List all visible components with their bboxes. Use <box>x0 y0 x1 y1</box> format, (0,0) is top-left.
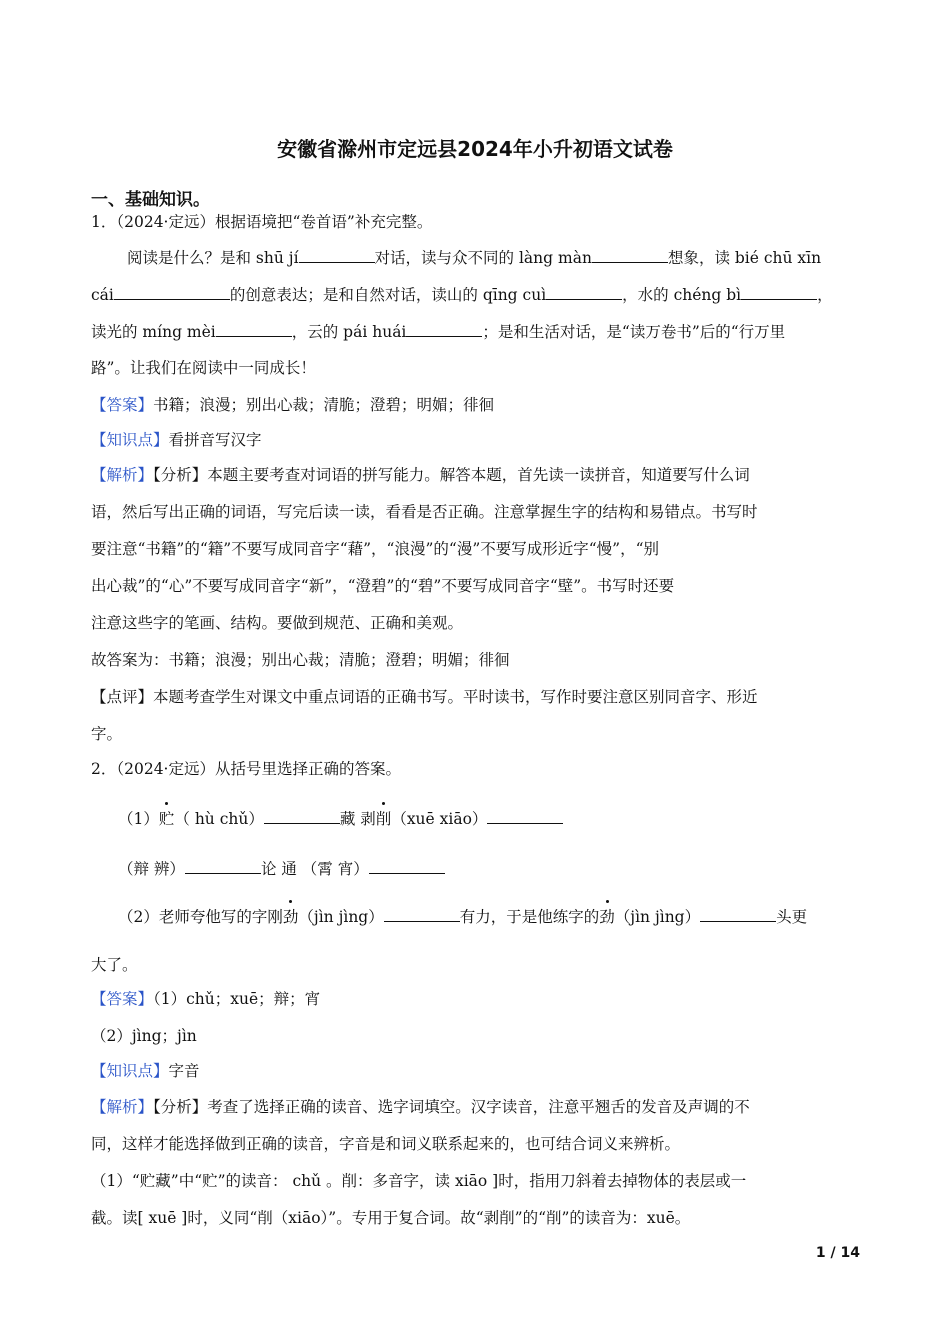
text-segment: （2）老师夸他写的字刚 <box>118 908 283 926</box>
q2-item-1-choices <box>118 857 445 880</box>
section-heading: 一、基础知识。 <box>91 190 210 210</box>
knowledge-text: 字音 <box>168 1062 200 1080</box>
knowledge-text: 看拼音写汉字 <box>168 431 262 449</box>
text-segment: 有力，于是他练字的 <box>459 908 600 926</box>
text-segment: ，水的 chéng bì <box>622 286 742 304</box>
text-segment: ， <box>817 286 833 304</box>
knowledge-tag: 【知识点】 <box>91 431 169 449</box>
q1-analysis-line-1 <box>91 464 750 486</box>
q1-analysis-line-4: 出心裁”的“心”不要写成同音字“新”，“澄碧”的“碧”不要写成同音字“壁”。书写时还要 <box>91 577 675 595</box>
q1-analysis-line-5: 注意这些字的笔画、结构。要做到规范、正确和美观。 <box>91 614 464 632</box>
dotted-character: 劲 <box>282 908 299 926</box>
text-segment: （xuē xiāo） <box>391 810 488 828</box>
answer-blank[interactable] <box>384 905 460 922</box>
text-segment: ；是和生活对话，是“读万卷书”后的“行万里 <box>482 323 786 341</box>
text-segment: 头更 <box>776 908 808 926</box>
analysis-tag: 【解析】 <box>91 466 154 484</box>
q1-comment-line-2: 字。 <box>91 725 123 743</box>
q2-analysis-line-1 <box>91 1096 750 1118</box>
analysis-text: 【分析】考查了选择正确的读音、选字词填空。汉字读音，注意平翘舌的发音及声调的不 <box>153 1098 750 1116</box>
text-segment: 论 通 （霄 宵） <box>260 860 369 878</box>
q1-passage-line-3 <box>91 320 785 343</box>
dotted-character: 劲 <box>599 908 615 926</box>
q1-passage-line-1 <box>127 246 821 269</box>
text-segment: 阅读是什么？是和 shū jí <box>127 249 299 267</box>
q1-comment-line-1: 【点评】本题考查学生对课文中重点词语的正确书写。平时读书，写作时要注意区别同音字、形近 <box>91 688 758 706</box>
q1-answer <box>91 394 494 416</box>
answer-blank[interactable] <box>114 283 230 300</box>
q2-analysis-line-2: 同，这样才能选择做到正确的读音，字音是和词义联系起来的，也可结合词义来辨析。 <box>91 1135 681 1153</box>
q2-item-2 <box>118 905 807 928</box>
answer-text: 书籍；浪漫；别出心裁；清脆；澄碧；明媚；徘徊 <box>153 396 495 414</box>
text-segment: cái <box>91 286 114 304</box>
answer-tag: 【答案】 <box>91 990 154 1008</box>
q1-passage-line-4: 路”。让我们在阅读中一同成长！ <box>91 359 316 377</box>
q2-item-1 <box>118 807 563 830</box>
q2-answer-2: （2）jìng；jìn <box>91 1027 197 1045</box>
answer-blank[interactable] <box>487 807 563 824</box>
text-segment: （辩 辨） <box>118 860 185 878</box>
text-segment: 的创意表达；是和自然对话，读山的 qīng cuì <box>229 286 547 304</box>
q1-analysis-line-3: 要注意“书籍”的“籍”不要写成同音字“藉”，“浪漫”的“漫”不要写成形近字“慢”，“别 <box>91 540 660 558</box>
text-segment: （1） <box>118 810 159 828</box>
answer-blank[interactable] <box>406 320 482 337</box>
q2-header: 2．（2024·定远）从括号里选择正确的答案。 <box>91 760 401 778</box>
dotted-character: 贮 <box>158 810 175 828</box>
answer-text: （1）chǔ；xuē；辩；宵 <box>153 990 321 1008</box>
answer-tag: 【答案】 <box>91 396 154 414</box>
q1-analysis-line-2: 语，然后写出正确的词语，写完后读一读，看看是否正确。注意掌握生字的结构和易错点。书写时 <box>91 503 758 521</box>
answer-blank[interactable] <box>592 246 668 263</box>
text-segment: （jìn jìng） <box>298 908 384 926</box>
q1-header: 1．（2024·定远）根据语境把“卷首语”补充完整。 <box>91 213 433 231</box>
q2-item-2-cont: 大了。 <box>91 956 138 974</box>
answer-blank[interactable] <box>700 905 776 922</box>
text-segment: 藏 剥 <box>339 810 376 828</box>
answer-blank[interactable] <box>369 857 445 874</box>
text-segment: （jìn jìng） <box>614 908 701 926</box>
dotted-character: 削 <box>375 810 392 828</box>
answer-blank[interactable] <box>264 807 340 824</box>
q2-analysis-line-4: 截。读[ xuē ]时，义同“削（xiāo）”。专用于复合词。故“剥削”的“削”的读音为：xuē。 <box>91 1209 691 1227</box>
q1-final-answer: 故答案为：书籍；浪漫；别出心裁；清脆；澄碧；明媚；徘徊 <box>91 651 510 669</box>
text-segment: 对话，读与众不同的 làng màn <box>374 249 592 267</box>
text-segment: 读光的 míng mèi <box>91 323 216 341</box>
knowledge-tag: 【知识点】 <box>91 1062 169 1080</box>
answer-blank[interactable] <box>741 283 817 300</box>
q2-analysis-line-3: （1）“贮藏”中“贮”的读音： chǔ 。削：多音字，读 xiāo ]时，指用刀斜着去掉物体的表层或一 <box>91 1172 747 1190</box>
analysis-text: 【分析】本题主要考查对词语的拼写能力。解答本题，首先读一读拼音，知道要写什么词 <box>153 466 750 484</box>
page-number: 1 / 14 <box>815 1245 860 1261</box>
text-segment: 想象，读 bié chū xīn <box>667 249 822 267</box>
analysis-tag: 【解析】 <box>91 1098 154 1116</box>
text-segment: （ hù chǔ） <box>174 810 264 828</box>
text-segment: ，云的 pái huái <box>291 323 407 341</box>
q1-knowledge-point <box>91 429 262 451</box>
page-title: 安徽省滁州市定远县2024年小升初语文试卷 <box>277 137 673 161</box>
q2-answer <box>91 988 320 1010</box>
answer-blank[interactable] <box>216 320 292 337</box>
answer-blank[interactable] <box>299 246 375 263</box>
answer-blank[interactable] <box>546 283 622 300</box>
q1-passage-line-2 <box>91 283 833 306</box>
answer-blank[interactable] <box>185 857 261 874</box>
q2-knowledge-point <box>91 1060 200 1082</box>
